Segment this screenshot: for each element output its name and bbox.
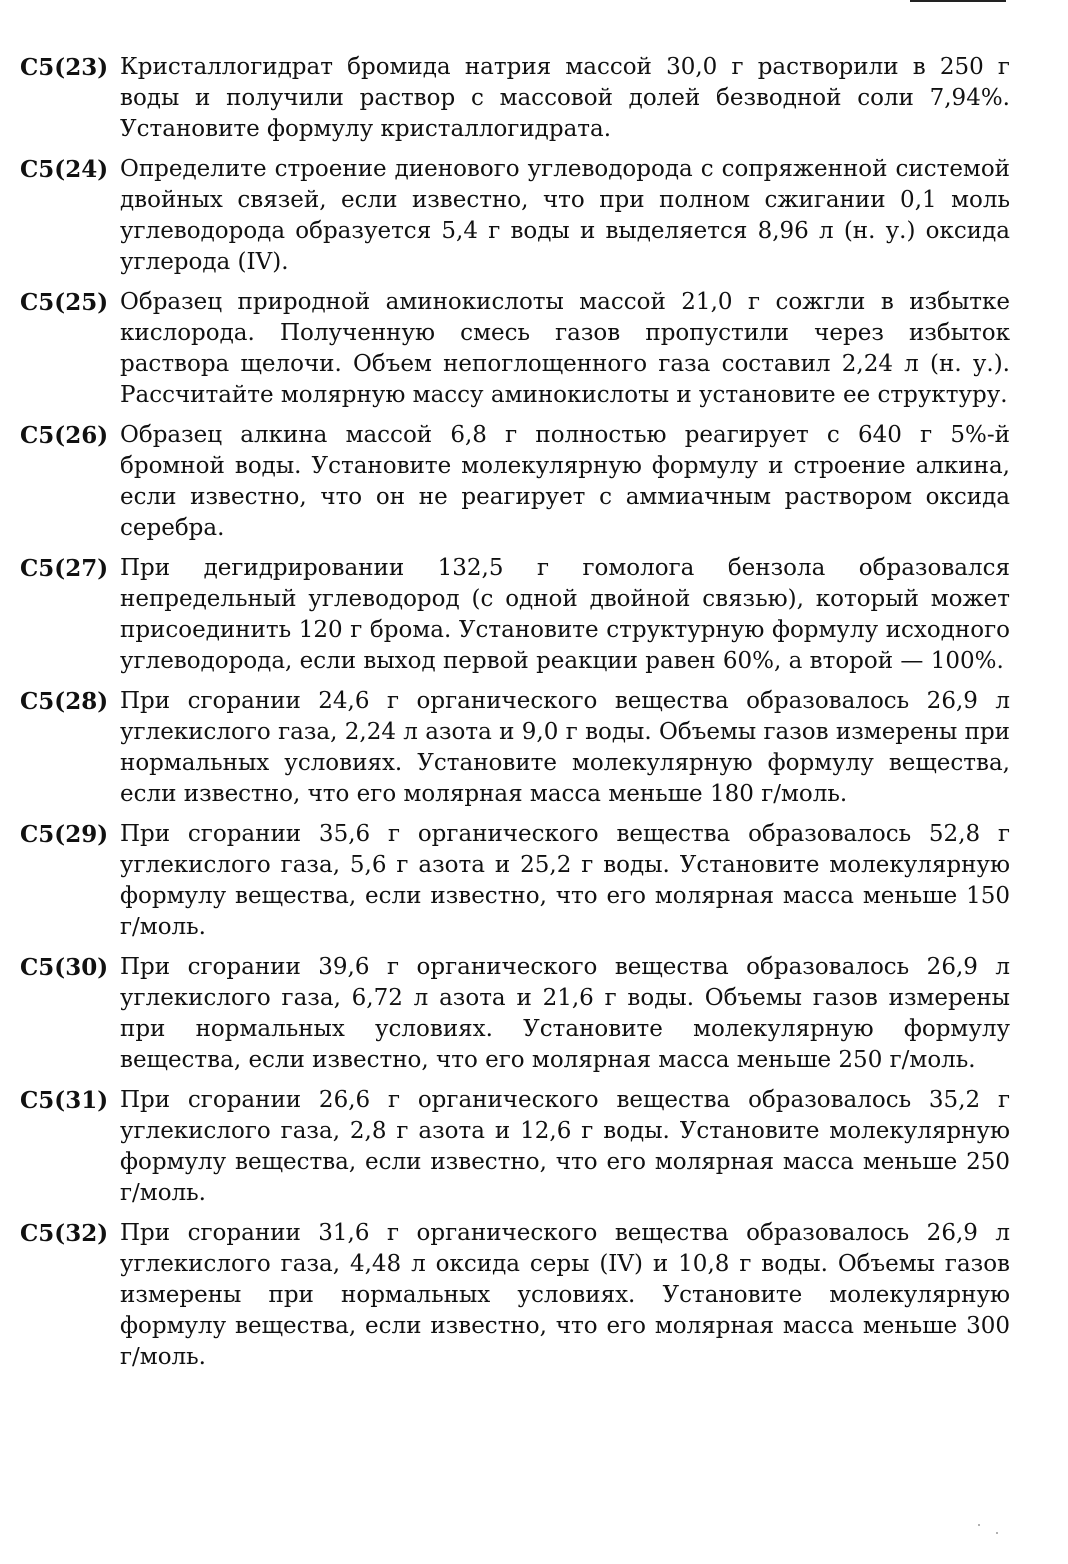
problem-text: Определите строение диенового углеводорода с сопряженной системой двойных связей, если известно, что при полном сжигании 0,1 моль углеводорода образуется 5,4 г воды и выделяется 8,96 л (н. у.) оксида углерода (IV). [120, 156, 1010, 275]
problem-text: При сгорании 31,6 г органического вещества образовалось 26,9 л углекислого газа, 4,48 л оксида серы (IV) и 10,8 г воды. Объемы газов измерены при нормальных условиях. Установите молекулярную формулу вещества, если известно, что его молярная масса меньше 300 г/моль. [120, 1220, 1010, 1370]
problem-item [20, 420, 1010, 544]
problem-number: С5(23) [20, 54, 109, 81]
problem-item [20, 287, 1010, 411]
problem-item [20, 819, 1010, 943]
top-rule [910, 0, 1006, 2]
scan-speck [996, 1532, 998, 1534]
problem-list [20, 52, 1010, 1382]
problem-text: При сгорании 24,6 г органического вещества образовалось 26,9 л углекислого газа, 2,24 л азота и 9,0 г воды. Объемы газов измерены при нормальных условиях. Установите молекулярную формулу вещества, если известно, что его молярная масса меньше 180 г/моль. [120, 688, 1010, 807]
problem-item [20, 154, 1010, 278]
problem-number: С5(32) [20, 1220, 109, 1247]
problem-text: При сгорании 39,6 г органического вещества образовалось 26,9 л углекислого газа, 6,72 л азота и 21,6 г воды. Объемы газов измерены при нормальных условиях. Установите молекулярную формулу вещества, если известно, что его молярная масса меньше 250 г/моль. [120, 954, 1010, 1073]
problem-text: При дегидрировании 132,5 г гомолога бензола образовался непредельный углеводород (с одной двойной связью), который может присоединить 120 г брома. Установите структурную формулу исходного углеводорода, если выход первой реакции равен 60%, а второй — 100%. [120, 555, 1010, 674]
problem-item [20, 952, 1010, 1076]
problem-number: С5(27) [20, 555, 109, 582]
problem-item [20, 686, 1010, 810]
problem-number: С5(31) [20, 1087, 109, 1114]
problem-text: При сгорании 35,6 г органического вещества образовалось 52,8 г углекислого газа, 5,6 г азота и 25,2 г воды. Установите молекулярную формулу вещества, если известно, что его молярная масса меньше 150 г/моль. [120, 821, 1010, 940]
problem-number: С5(29) [20, 821, 109, 848]
problem-number: С5(25) [20, 289, 109, 316]
problem-text: При сгорании 26,6 г органического вещества образовалось 35,2 г углекислого газа, 2,8 г азота и 12,6 г воды. Установите молекулярную формулу вещества, если известно, что его молярная масса меньше 250 г/моль. [120, 1087, 1010, 1206]
scan-speck [978, 1524, 980, 1526]
problem-number: С5(26) [20, 422, 109, 449]
problem-item [20, 1085, 1010, 1209]
problem-item [20, 52, 1010, 145]
problem-text: Кристаллогидрат бромида натрия массой 30,0 г растворили в 250 г воды и получили раствор с массовой долей безводной соли 7,94%. Установите формулу кристаллогидрата. [120, 54, 1010, 142]
problem-item [20, 1218, 1010, 1373]
problem-number: С5(28) [20, 688, 109, 715]
problem-number: С5(24) [20, 156, 109, 183]
problem-text: Образец алкина массой 6,8 г полностью реагирует с 640 г 5%-й бромной воды. Установите молекулярную формулу и строение алкина, если известно, что он не реагирует с аммиачным раствором оксида серебра. [120, 422, 1010, 541]
problem-text: Образец природной аминокислоты массой 21,0 г сожгли в избытке кислорода. Полученную смесь газов пропустили через избыток раствора щелочи. Объем непоглощенного газа составил 2,24 л (н. у.). Рассчитайте молярную массу аминокислоты и установите ее структуру. [120, 289, 1010, 408]
problem-item [20, 553, 1010, 677]
problem-number: С5(30) [20, 954, 109, 981]
